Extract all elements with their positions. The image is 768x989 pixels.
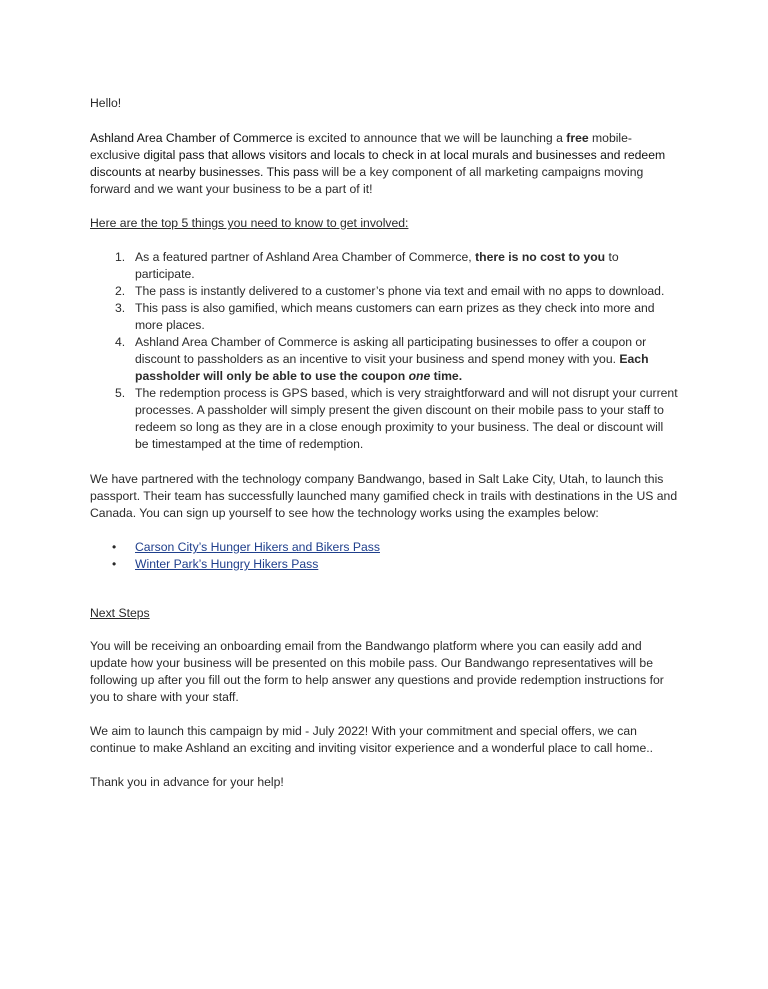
bullet-icon: • — [112, 540, 117, 554]
list-item — [90, 556, 680, 573]
intro-text-3: will be a key component of all marketing campaigns moving forward and we want your business to be a part of it! — [90, 165, 644, 196]
intro-pass-description: digital pass that allows visitors and locals to check in at local murals and businesses and redeem discounts at nearby businesses. This pass — [90, 148, 666, 179]
org-name: Ashland Area Chamber of Commerce — [90, 131, 293, 145]
list-number: 1. — [115, 250, 126, 264]
list-item — [90, 249, 680, 283]
list-item — [90, 334, 680, 385]
onboarding-paragraph: You will be receiving an onboarding email from the Bandwango platform where you can easily add and update how your business will be presented on this mobile pass. Our Bandwango representatives will be following up after you fill out the form to help answer any questions and provide redemption instructions for you to share with your staff. — [90, 639, 664, 704]
list-number: 2. — [115, 284, 126, 298]
winter-park-pass-link[interactable]: Winter Park’s Hungry Hikers Pass — [135, 557, 319, 571]
partner-paragraph: We have partnered with the technology company Bandwango, based in Salt Lake City, Utah, to launch this passport. Their team has successfully launched many gamified check in trails with destinations in the US and Canada. You can sign up yourself to see how the technology works using the examples below: — [90, 472, 678, 520]
item-bold: Each passholder will only be able to use the coupon — [135, 352, 649, 383]
top5-list — [90, 249, 680, 453]
item-text: Ashland Area Chamber of Commerce is asking all participating businesses to offer a coupon or discount to passholders as an incentive to visit your business and spend money with you. — [135, 335, 647, 366]
top5-heading: Here are the top 5 things you need to know to get involved: — [90, 216, 409, 230]
item-text: The redemption process is GPS based, which is very straightforward and will not disrupt your current processes. A passholder will simply present the given discount on their mobile pass to your staff to redeem so long as they are in a close enough proximity to your business. The deal or discount will be timestamped at the time of redemption. — [135, 386, 678, 451]
letter-body — [90, 95, 680, 791]
intro-text-2: mobile-exclusive — [90, 131, 632, 162]
list-item — [90, 300, 680, 334]
intro-text-1: is excited to announce that we will be launching a — [292, 131, 567, 145]
example-links-list — [90, 539, 680, 573]
item-text: As a featured partner of Ashland Area Chamber of Commerce, — [135, 250, 476, 264]
list-number: 5. — [115, 386, 126, 400]
list-number: 3. — [115, 301, 126, 315]
free-emphasis: free — [566, 131, 589, 145]
item-bold: time. — [430, 369, 463, 383]
item-italic: one — [408, 369, 431, 383]
carson-city-pass-link[interactable]: Carson City’s Hunger Hikers and Bikers Pass — [135, 540, 380, 554]
list-item — [90, 539, 680, 556]
list-number: 4. — [115, 335, 126, 349]
bullet-icon: • — [112, 557, 117, 571]
intro-paragraph — [90, 130, 680, 198]
next-steps-heading: Next Steps — [90, 606, 150, 620]
list-item — [90, 283, 680, 300]
item-text: to participate. — [135, 250, 619, 281]
item-text: The pass is instantly delivered to a customer’s phone via text and email with no apps to download. — [135, 284, 665, 298]
item-text: This pass is also gamified, which means customers can earn prizes as they check into more and more places. — [135, 301, 655, 332]
item-bold: there is no cost to you — [475, 250, 606, 264]
list-item — [90, 385, 680, 453]
launch-paragraph: We aim to launch this campaign by mid - July 2022! With your commitment and special offers, we can continue to make Ashland an exciting and inviting visitor experience and a wonderful place to call home.. — [90, 724, 653, 755]
greeting: Hello! — [90, 96, 122, 110]
closing-line: Thank you in advance for your help! — [90, 775, 284, 789]
